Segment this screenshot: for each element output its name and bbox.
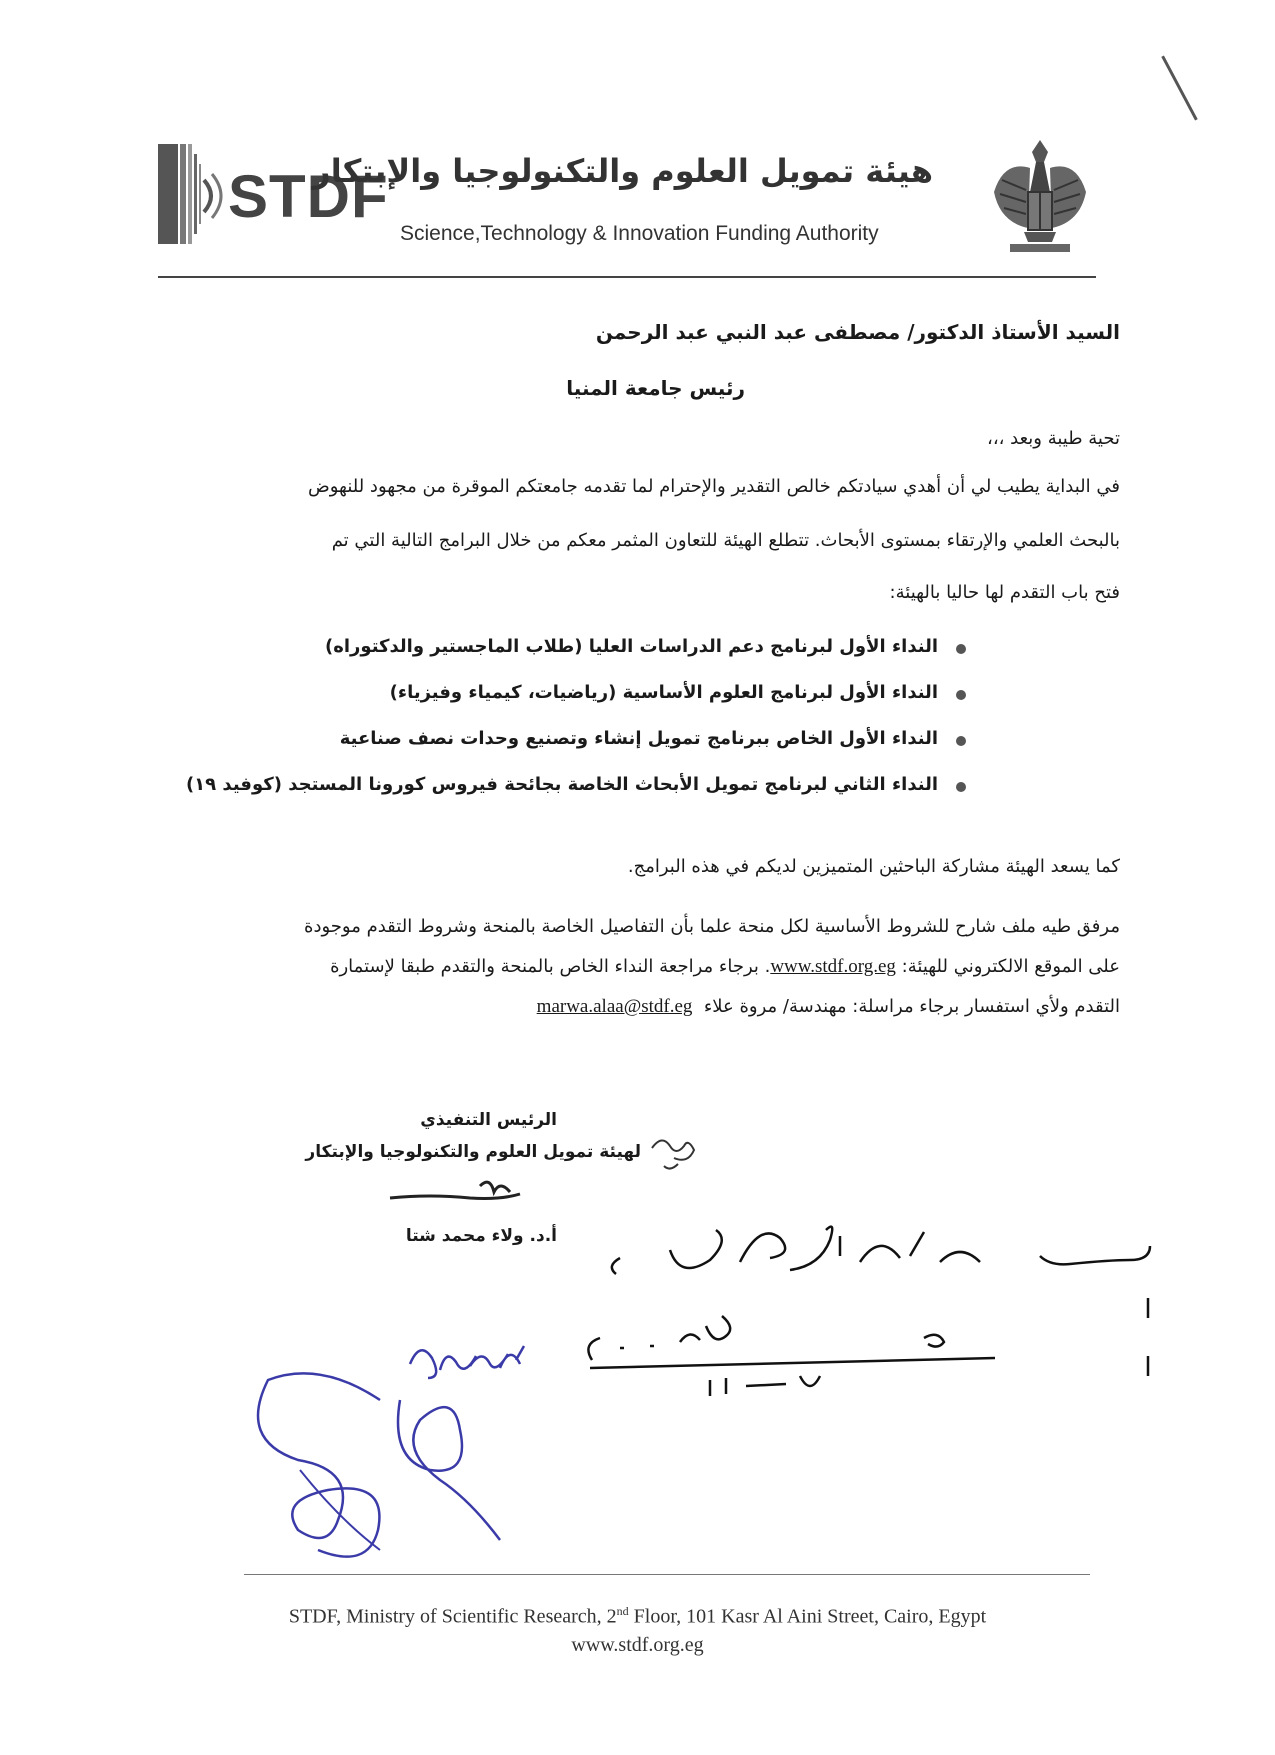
attachment-line-2-pre: على الموقع الالكتروني للهيئة: <box>901 956 1120 977</box>
bullet-icon <box>956 690 966 700</box>
footer-address <box>0 1604 1275 1629</box>
bullet-icon <box>956 736 966 746</box>
footer-divider <box>244 1574 1090 1575</box>
attachment-line-2 <box>330 956 1120 978</box>
attachment-line-1: مرفق طيه ملف شارح للشروط الأساسية لكل منحة علما بأن التفاصيل الخاصة بالمنحة وشروط التقدم موجودة <box>304 916 1120 937</box>
closing-sentence: كما يسعد الهيئة مشاركة الباحثين المتميزين لديكم في هذه البرامج. <box>627 856 1120 877</box>
intro-line-2: بالبحث العلمي والإرتقاء بمستوى الأبحاث. تتطلع الهيئة للتعاون المثمر معكم من خلال البرامج التالية التي تم <box>331 530 1120 551</box>
signature-name: أ.د. ولاء محمد شتا <box>405 1226 557 1246</box>
program-item-3: النداء الأول الخاص ببرنامج تمويل إنشاء وتصنيع وحدات نصف صناعية <box>339 728 938 749</box>
bullet-icon <box>956 644 966 654</box>
intro-line-3: فتح باب التقدم لها حاليا بالهيئة: <box>889 582 1120 603</box>
attachment-line-3-pre: التقدم ولأي استفسار برجاء مراسلة: مهندسة/ مروة علاء <box>703 996 1120 1017</box>
program-item-4: النداء الثاني لبرنامج تمويل الأبحاث الخاصة بجائحة فيروس كورونا المستجد (كوفيد ١٩) <box>185 774 938 795</box>
signature-title: الرئيس التنفيذي <box>420 1110 557 1130</box>
footer-address-sup: nd <box>616 1604 629 1618</box>
official-signature-icon <box>390 1182 520 1198</box>
footer-address-part1: STDF, Ministry of Scientific Research, 2 <box>288 1605 617 1628</box>
attachment-line-2-post: . برجاء مراجعة النداء الخاص بالمنحة والتقدم طبقا لإستمارة <box>330 956 771 977</box>
eagle-emblem-icon <box>990 132 1090 264</box>
intro-line-1: في البداية يطيب لي أن أهدي سيادتكم خالص التقدير والإحترام لما تقدمه جامعتكم الموقرة من مجهود للنهوض <box>307 476 1120 497</box>
footer-address-part2: Floor, 101 Kasr Al Aini Street, Cairo, Egypt <box>628 1605 987 1628</box>
website-link[interactable]: www.stdf.org.eg <box>770 956 896 977</box>
greeting: تحية طيبة وبعد ،،، <box>987 428 1120 449</box>
contact-email-link[interactable]: marwa.alaa@stdf.eg <box>536 996 693 1017</box>
org-name-english: Science,Technology & Innovation Funding Authority <box>400 222 879 245</box>
signature-org: لهيئة تمويل العلوم والتكنولوجيا والإبتكار <box>305 1142 641 1162</box>
org-name-arabic: هيئة تمويل العلوم والتكنولوجيا والإبتكار <box>312 152 933 190</box>
attachment-line-3 <box>537 996 1120 1018</box>
addressee-title: رئيس جامعة المنيا <box>566 376 745 400</box>
list-item <box>325 636 938 657</box>
header-divider <box>158 276 1096 278</box>
logo-text: STDF <box>228 163 389 230</box>
program-item-2: النداء الأول لبرنامج العلوم الأساسية (رياضيات، كيمياء وفيزياء) <box>389 682 938 703</box>
bullet-icon <box>956 782 966 792</box>
list-item <box>390 682 938 703</box>
addressee: السيد الأستاذ الدكتور/ مصطفى عبد النبي عبد الرحمن <box>595 320 1120 344</box>
handwritten-date-icon <box>588 1316 995 1396</box>
blue-ink-signature-icon <box>258 1346 524 1557</box>
handwritten-annotation-icon <box>612 1227 1150 1376</box>
footer-website[interactable]: www.stdf.org.eg <box>571 1634 704 1656</box>
list-item <box>340 728 938 749</box>
scan-artifact <box>1161 56 1197 121</box>
handwritten-note-icon <box>652 1140 694 1168</box>
program-item-1: النداء الأول لبرنامج دعم الدراسات العليا (طلاب الماجستير والدكتوراه) <box>325 636 938 657</box>
list-item <box>186 774 938 795</box>
